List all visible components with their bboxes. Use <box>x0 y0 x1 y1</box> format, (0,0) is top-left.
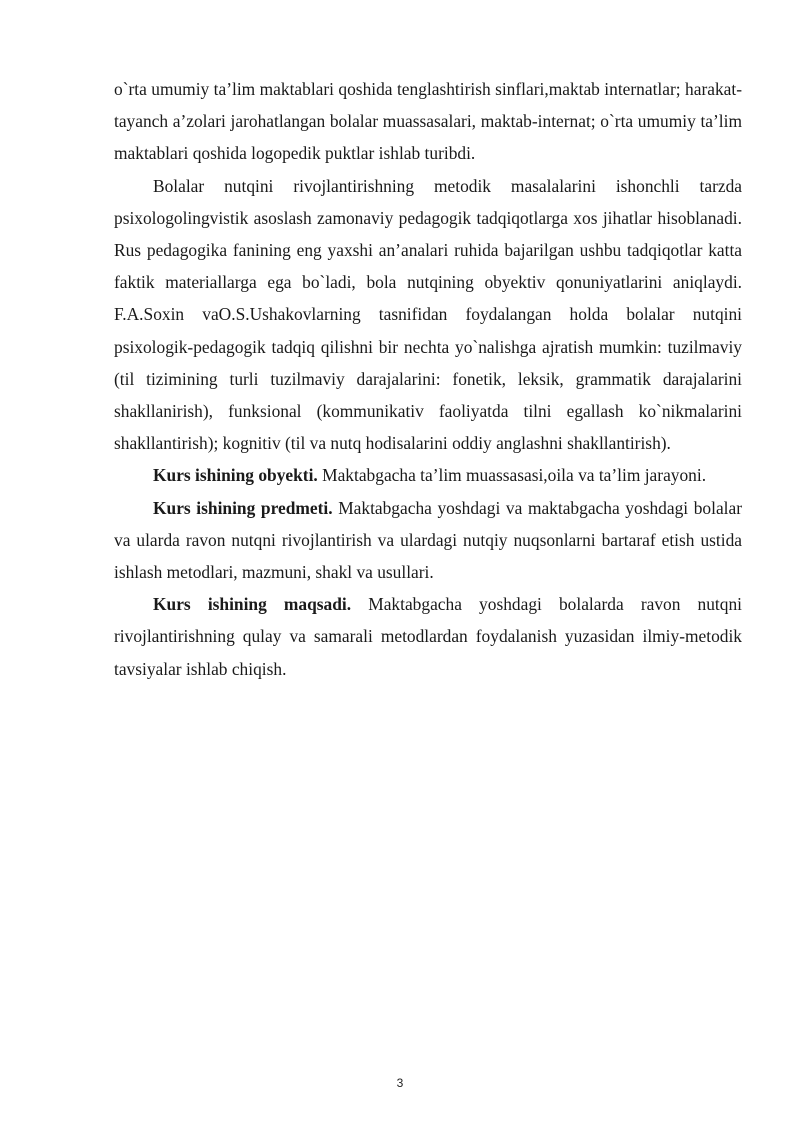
paragraph-object <box>114 459 742 491</box>
paragraph-goal-text: Maktabgacha yoshdagi bolalarda ravon nutqni rivojlantirishning qulay va samarali metodlardan foydalanish yuzasidan ilmiy-metodik tavsiyalar ishlab chiqish. <box>114 594 742 679</box>
paragraph-1 <box>114 73 742 170</box>
paragraph-subject-heading: Kurs ishining predmeti. <box>153 497 333 518</box>
paragraph-object-text: Maktabgacha ta’lim muassasasi,oila va ta’lim jarayoni. <box>317 465 707 486</box>
paragraph-goal <box>114 588 742 685</box>
paragraph-goal-heading: Kurs ishining maqsadi. <box>153 594 352 615</box>
paragraph-1-text: o`rta umumiy ta’lim maktablari qoshida tenglashtirish sinflari,maktab internatlar; harakat-tayanch a’zolari jarohatlangan bolalar muassasalari, maktab-internat; o`rta umumiy ta’lim maktablari qoshida logopedik puktlar ishlab turibdi. <box>114 79 742 164</box>
page-number: 3 <box>396 1076 404 1090</box>
paragraph-subject-text: Maktabgacha yoshdagi va maktabgacha yoshdagi bolalar va ularda ravon nutqni rivojlantirish va ulardagi nutqiy nuqsonlarni bartaraf etish ustida ishlash metodlari, mazmuni, shakl va usullari. <box>114 497 743 583</box>
paragraph-2 <box>114 170 742 460</box>
paragraph-object-heading: Kurs ishining obyekti. <box>153 465 318 486</box>
paragraph-subject <box>114 492 742 589</box>
body-text <box>114 73 742 685</box>
paragraph-2-text: Bolalar nutqini rivojlantirishning metodik masalalarini ishonchli tarzda psixologolingvistik asoslash zamonaviy pedagogik tadqiqotlarga xos jihatlar hisoblanadi. Rus pedagogika fanining eng yaxshi an’analari ruhida bajarilgan ushbu tadqiqotlar katta faktik materiallarga ega bo`ladi, bola nutqining obyektiv qonuniyatlarini aniqlaydi. F.A.Soxin vaO.S.Ushakovlarning tasnifidan foydalangan holda bolalar nutqini psixologik-pedagogik tadqiq qilishni bir nechta yo`nalishga ajratish mumkin: tuzilmaviy (til tizimining turli tuzilmaviy darajalarini: fonetik, leksik, grammatik darajalarini shakllanirish), funksional (kommunikativ faoliyatda tilni egallash ko`nikmalarini shakllantirish); kognitiv (til va nutq hodisalarini oddiy anglashni shakllantirish). <box>114 175 742 454</box>
